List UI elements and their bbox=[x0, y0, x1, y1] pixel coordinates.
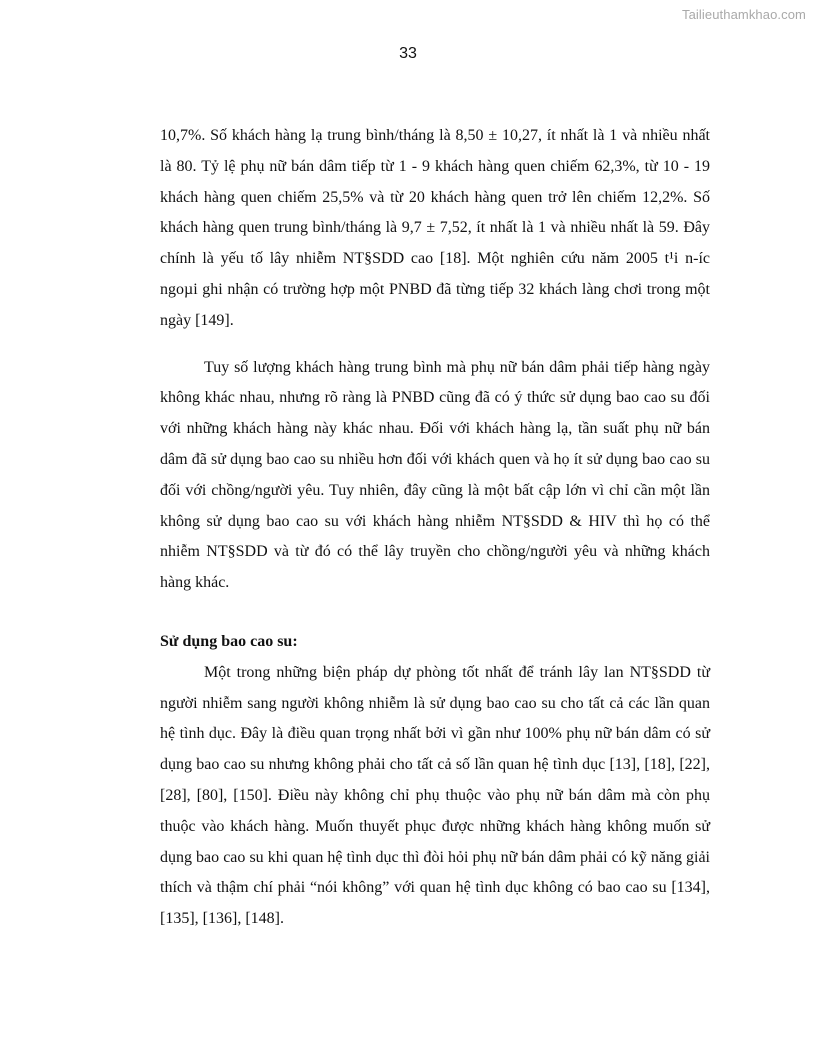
paragraph-1: 10,7%. Số khách hàng lạ trung bình/tháng là 8,50 ± 10,27, ít nhất là 1 và nhiều nhất là 80. Tỷ lệ phụ nữ bán dâm tiếp từ 1 - 9 khách hàng quen chiếm 62,3%, từ 10 - 19 khách hàng quen chiếm 25,5% và từ 20 khách hàng quen trở lên chiếm 12,2%. Số khách hàng quen trung bình/tháng là 9,7 ± 7,52, ít nhất là 1 và nhiều nhất là 59. Đây chính là yếu tố lây nhiễm NT§SDD cao [18]. Một nghiên cứu năm 2005 t¹i n-íc ngoµi ghi nhận có trường hợp một PNBD đã từng tiếp 32 khách làng chơi trong một ngày [149]. bbox=[160, 127, 710, 329]
document-body bbox=[160, 121, 710, 935]
page-number: 33 bbox=[399, 45, 417, 62]
section-heading: Sử dụng bao cao su: bbox=[160, 632, 298, 650]
paragraph-2: Tuy số lượng khách hàng trung bình mà phụ nữ bán dâm phải tiếp hàng ngày không khác nhau, nhưng rõ ràng là PNBD cũng đã có ý thức sử dụng bao cao su đối với những khách hàng này khác nhau. Đối với khách hàng lạ, tần suất phụ nữ bán dâm đã sử dụng bao cao su nhiều hơn đối với khách quen và họ ít sử dụng bao cao su đối với chồng/người yêu. Tuy nhiên, đây cũng là một bất cập lớn vì chỉ cần một lần không sử dụng bao cao su với khách hàng nhiễm NT§SDD & HIV thì họ có thể nhiễm NT§SDD và từ đó có thể lây truyền cho chồng/người yêu và những khách hàng khác. bbox=[160, 358, 710, 592]
paragraph-3: Một trong những biện pháp dự phòng tốt nhất để tránh lây lan NT§SDD từ người nhiễm sang người không nhiễm là sử dụng bao cao su cho tất cả các lần quan hệ tình dục. Đây là điều quan trọng nhất bởi vì gần như 100% phụ nữ bán dâm có sử dụng bao cao su nhưng không phải cho tất cả số lần quan hệ tình dục [13], [18], [22], [28], [80], [150]. Điều này không chỉ phụ thuộc vào phụ nữ bán dâm mà còn phụ thuộc vào khách hàng. Muốn thuyết phục được những khách hàng không muốn sử dụng bao cao su khi quan hệ tình dục thì đòi hỏi phụ nữ bán dâm phải có kỹ năng giải thích và thậm chí phải “nói không” với quan hệ tình dục không có bao cao su [134], [135], [136], [148]. bbox=[160, 663, 710, 928]
watermark-text: Tailieuthamkhao.com bbox=[681, 7, 806, 22]
